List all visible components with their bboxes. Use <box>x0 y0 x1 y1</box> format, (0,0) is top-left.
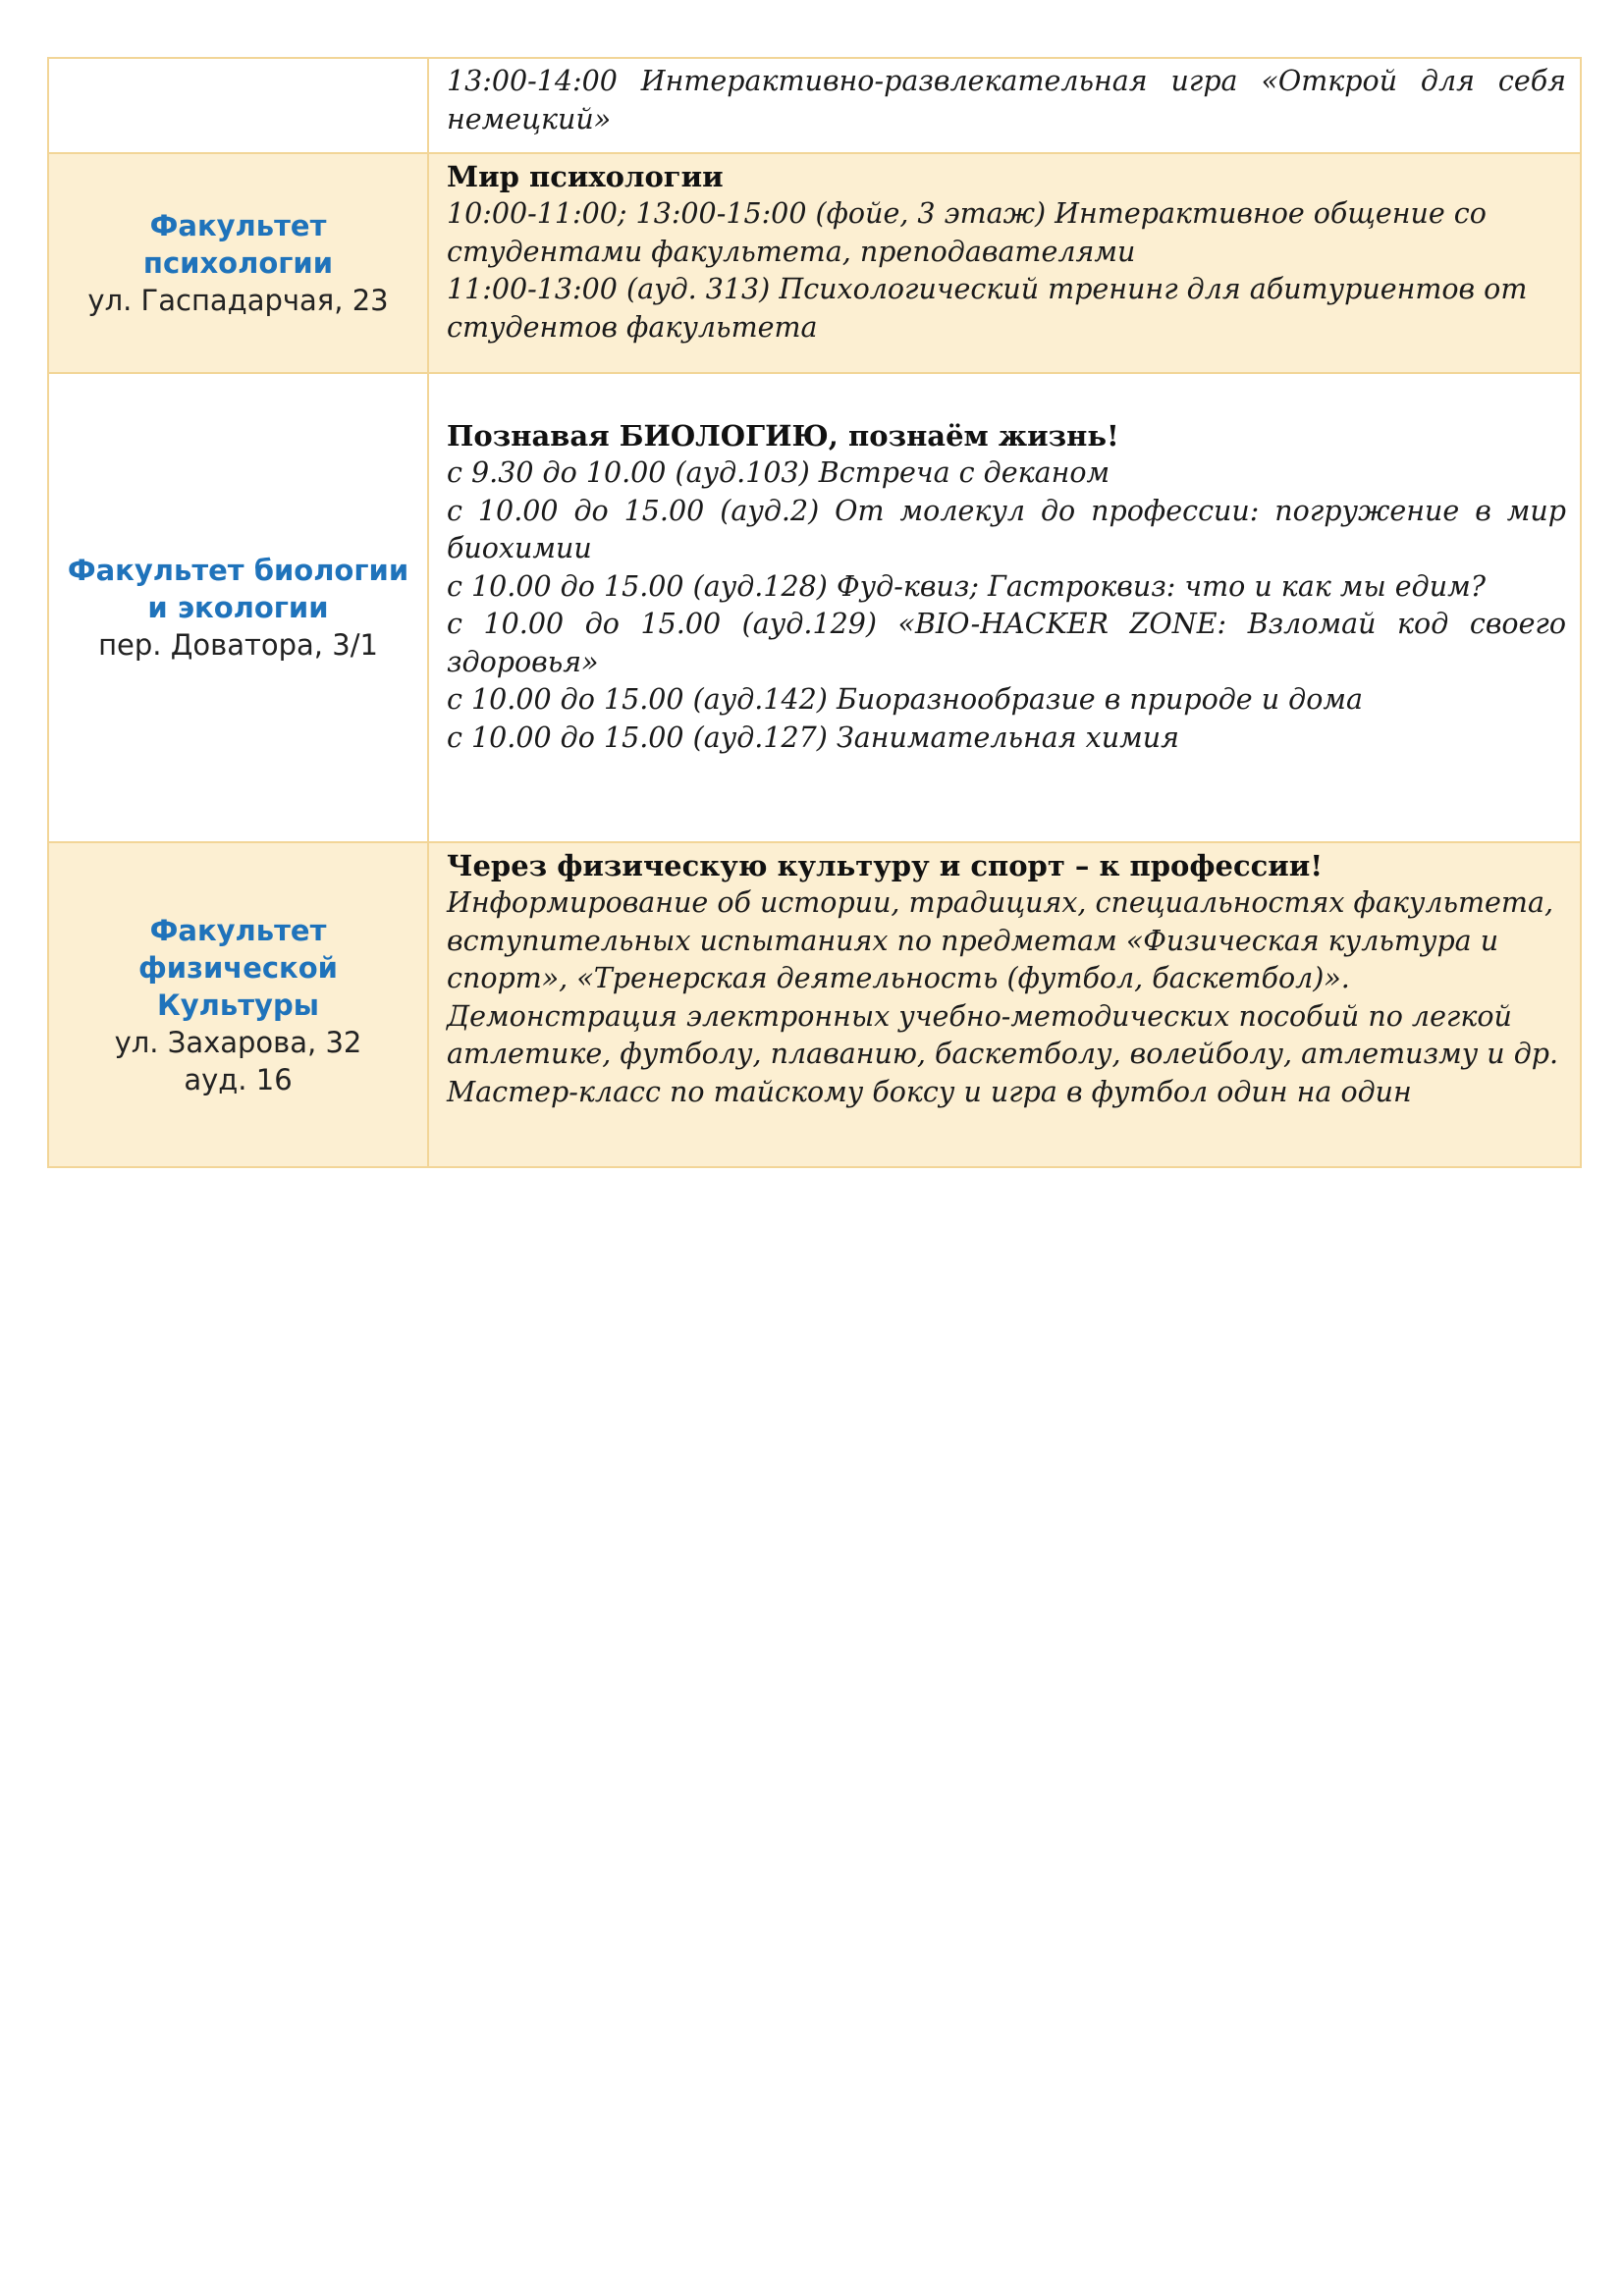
program-title: Мир психологии <box>447 160 724 193</box>
faculty-name: Факультет психологии <box>142 209 334 280</box>
faculty-name: Факультет физической Культуры <box>138 913 338 1022</box>
program-line: 13:00-14:00 Интерактивно-развлекательная игра «Открой для себя немецкий» <box>447 65 1566 135</box>
program-line: Информирование об истории, традициях, специальностях факультета, вступительных испытаниях по предметам «Физическая культура и спорт», «Тренерская деятельность (футбол, баскетбол)». Демонстрация электронных учебно-методических пособий по легкой атлетике, футболу, плаванию, баскетболу, волейболу, атлетизму и др. <box>447 886 1559 1070</box>
table-row <box>48 373 1581 842</box>
program-title: Познавая БИОЛОГИЮ, познаём жизнь! <box>447 419 1119 453</box>
table-row <box>48 153 1581 373</box>
table-row <box>48 58 1581 153</box>
faculty-cell <box>48 153 428 373</box>
schedule-table <box>47 57 1582 1168</box>
program-line: 11:00-13:00 (ауд. 313) Психологический тренинг для абитуриентов от студентов факультета <box>447 273 1528 344</box>
faculty-address: ауд. 16 <box>184 1062 293 1096</box>
faculty-cell <box>48 842 428 1167</box>
faculty-address: пер. Доватора, 3/1 <box>98 628 378 662</box>
faculty-cell <box>48 58 428 153</box>
faculty-address: ул. Гаспадарчая, 23 <box>87 284 389 317</box>
faculty-cell <box>48 373 428 842</box>
program-cell <box>428 58 1581 153</box>
program-line: Мастер-класс по тайскому боксу и игра в футбол один на один <box>447 1075 1412 1108</box>
program-line: с 10.00 до 15.00 (ауд.142) Биоразнообразие в природе и дома <box>447 683 1363 716</box>
program-line: с 9.30 до 10.00 (ауд.103) Встреча с деканом <box>447 456 1110 489</box>
table-row <box>48 842 1581 1167</box>
program-line: с 10.00 до 15.00 (ауд.2) От молекул до профессии: погружение в мир биохимии <box>447 494 1566 564</box>
program-cell <box>428 153 1581 373</box>
program-line: с 10.00 до 15.00 (ауд.127) Занимательная химия <box>447 721 1179 754</box>
faculty-name: Факультет биологии и экологии <box>67 554 409 624</box>
program-cell <box>428 373 1581 842</box>
faculty-address: ул. Захарова, 32 <box>114 1025 362 1059</box>
program-line: с 10.00 до 15.00 (ауд.128) Фуд-квиз; Гастроквиз: что и как мы едим? <box>447 569 1486 603</box>
program-line: 10:00-11:00; 13:00-15:00 (фойе, 3 этаж) Интерактивное общение со студентами факультета, преподавателями <box>447 197 1487 268</box>
program-cell <box>428 842 1581 1167</box>
program-title: Через физическую культуру и спорт – к профессии! <box>447 849 1324 882</box>
program-line: с 10.00 до 15.00 (ауд.129) «BIO-HACKER ZONE: Взломай код своего здоровья» <box>447 608 1566 678</box>
